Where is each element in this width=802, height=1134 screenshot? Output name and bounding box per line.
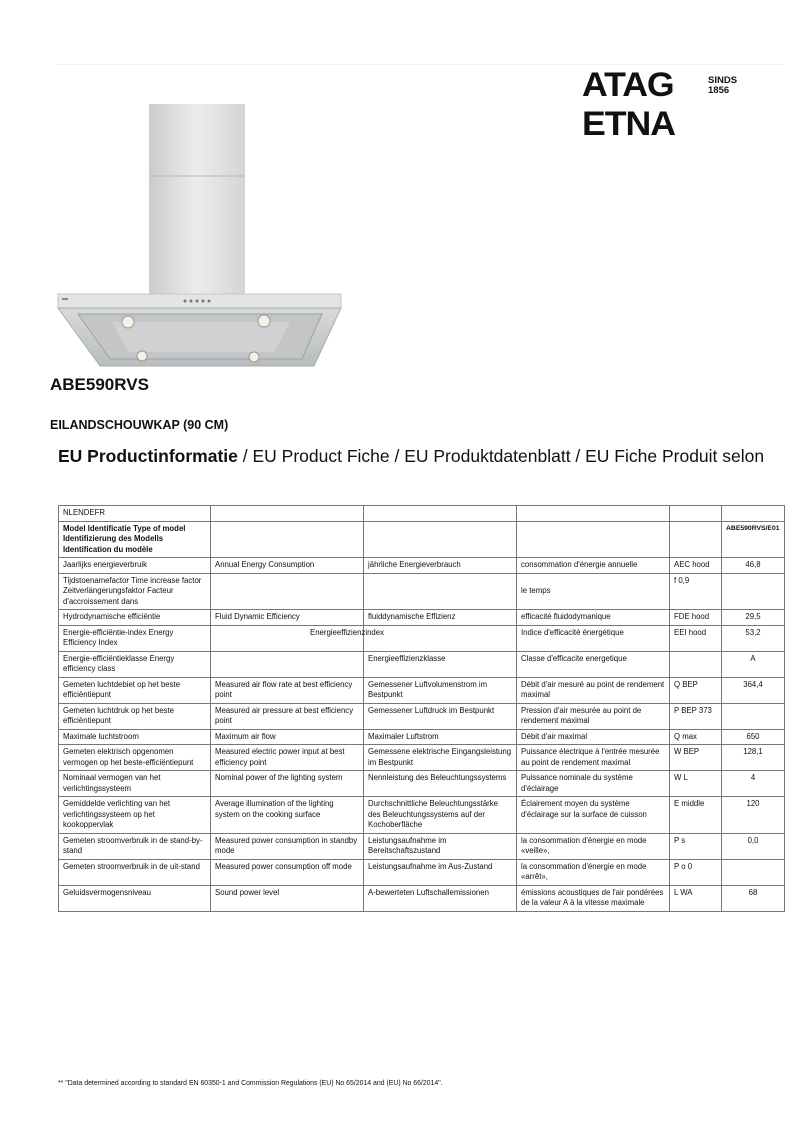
- brand-logo: [582, 66, 752, 143]
- table-cell-val: 4: [722, 771, 785, 797]
- table-cell-nl: Gemeten stroomverbruik in de stand-by- stand: [59, 833, 211, 859]
- table-cell-de: Leistungsaufnahme im Bereitschaftszustand: [364, 833, 517, 859]
- table-cell-en: Measured air flow rate at best efficiency point: [211, 677, 364, 703]
- table-cell-de: jährliche Energieverbrauch: [364, 558, 517, 574]
- eei-label: Energie-efficiëntie-index Energy Efficiency Index: [59, 625, 211, 651]
- table-cell-nl: Nominaal vermogen van het verlichtingssysteem: [59, 771, 211, 797]
- table-row: [59, 745, 785, 771]
- table-cell-sym: FDE hood: [670, 610, 722, 626]
- table-cell-fr: Éclairement moyen du système d'éclairage sur la surface de cuisson: [517, 797, 670, 834]
- table-row: [59, 729, 785, 745]
- table-cell-en: Measured power consumption off mode: [211, 859, 364, 885]
- table-cell-de: fluiddynamische Effizienz: [364, 610, 517, 626]
- brand-since: [708, 76, 737, 96]
- table-cell-nl: Jaarlijks energieverbruik: [59, 558, 211, 574]
- header-rule: [58, 64, 784, 65]
- brand-sinds-label: SINDS: [708, 75, 738, 86]
- table-cell-fr: efficacité fluidodymanique: [517, 610, 670, 626]
- table-cell-nl: Gemeten stroomverbruik in de uit-stand: [59, 859, 211, 885]
- table-cell-nl: Gemeten luchtdruk op het beste efficiëntiepunt: [59, 703, 211, 729]
- table-cell-en: Average illumination of the lighting system on the cooking surface: [211, 797, 364, 834]
- table-cell-de: Nennleistung des Beleuchtungssystems: [364, 771, 517, 797]
- table-header-row: [59, 506, 785, 522]
- brand-year: 1856: [708, 85, 730, 96]
- table-row: [59, 797, 785, 834]
- model-id-value: ABE590RVS/E01: [722, 521, 785, 558]
- table-cell-fr: la consommation d'énergie en mode «veille»,: [517, 833, 670, 859]
- table-cell-val: [722, 703, 785, 729]
- table-cell-fr: Puissance électrique à l'entrée mesurée au point de rendement maximal: [517, 745, 670, 771]
- table-cell-nl: Maximale luchtstroom: [59, 729, 211, 745]
- island-cooker-hood-image: [52, 100, 344, 370]
- table-row-eei: [59, 625, 785, 651]
- table-cell-de: Durchschnittliche Beleuchtungsstärke des Beleuchtungssystems auf der Kochoberfläche: [364, 797, 517, 834]
- table-cell-fr: Puissance nominale du système d'éclairage: [517, 771, 670, 797]
- table-cell-nl: Hydrodynamische efficiëntie: [59, 610, 211, 626]
- table-cell-nl: Gemeten luchtdebiet op het beste efficiëntiepunt: [59, 677, 211, 703]
- model-id-label: Model Identificatie Type of model Identifizierung des Modells Identification du modèle: [59, 521, 211, 558]
- table-cell-sym: P s: [670, 833, 722, 859]
- eei-value: 53,2: [722, 625, 785, 651]
- table-cell-fr: Pression d'air mesurée au point de rendement maximal: [517, 703, 670, 729]
- table-cell-sym: Q max: [670, 729, 722, 745]
- table-cell-de: Maximaler Luftstrom: [364, 729, 517, 745]
- table-cell-fr: émissions acoustiques de l'air pondérées de la valeur A à la vitesse maximale: [517, 885, 670, 911]
- table-cell-sym: E middle: [670, 797, 722, 834]
- footnote: ** "Data determined according to standard EN 60350-1 and Commission Regulations (EU) No 65/2014 and (EU) No 66/2014".: [58, 1078, 443, 1087]
- fiche-title: [58, 446, 764, 467]
- table-cell-fr: Débit d'air mesuré au point de rendement maximal: [517, 677, 670, 703]
- table-cell-sym: W BEP: [670, 745, 722, 771]
- table-cell-sym: W L: [670, 771, 722, 797]
- table-cell-val: 364,4: [722, 677, 785, 703]
- table-cell-de: Gemessener Luftdruck im Bestpunkt: [364, 703, 517, 729]
- table-cell-val: 0,0: [722, 833, 785, 859]
- fiche-title-nl: EU Productinformatie: [58, 446, 238, 466]
- table-cell-de: A-bewerteten Luftschallemissionen: [364, 885, 517, 911]
- product-model: ABE590RVS: [50, 375, 149, 394]
- model-id-row: [59, 521, 785, 558]
- table-row: [59, 558, 785, 574]
- table-row: [59, 610, 785, 626]
- table-row: [59, 771, 785, 797]
- eei-de: Energieeffizienzindex: [364, 625, 517, 651]
- table-cell-fr: la consommation d'énergie en mode «arrêt»,: [517, 859, 670, 885]
- table-row: [59, 703, 785, 729]
- table-row: [59, 677, 785, 703]
- table-cell-val: 128,1: [722, 745, 785, 771]
- table-cell-nl: Gemiddelde verlichting van het verlichtingssysteem op het kookoppervlak: [59, 797, 211, 834]
- table-cell-en: Nominal power of the lighting system: [211, 771, 364, 797]
- table-row: [59, 651, 785, 677]
- table-cell-val: 68: [722, 885, 785, 911]
- table-cell-en: Sound power level: [211, 885, 364, 911]
- table-cell-sym: P o 0: [670, 859, 722, 885]
- table-row: [59, 833, 785, 859]
- table-cell-val: A: [722, 651, 785, 677]
- table-cell-nl: Energie-efficiëntieklasse Energy efficiency class: [59, 651, 211, 677]
- table-cell-en: Maximum air flow: [211, 729, 364, 745]
- table-cell-sym: [670, 651, 722, 677]
- table-cell-en: [211, 651, 364, 677]
- table-cell-de: Gemessener Luftvolumenstrom im Bestpunkt: [364, 677, 517, 703]
- table-cell-val: 650: [722, 729, 785, 745]
- table-cell-fr: Classe d'efficacite energetique: [517, 651, 670, 677]
- table-cell-val: 29,5: [722, 610, 785, 626]
- table-cell-en: Fluid Dynamic Efficiency: [211, 610, 364, 626]
- table-cell-val: 120: [722, 797, 785, 834]
- table-cell-en: Measured air pressure at best efficiency point: [211, 703, 364, 729]
- table-cell-de: Leistungsaufnahme im Aus-Zustand: [364, 859, 517, 885]
- table-cell-sym: AEC hood: [670, 558, 722, 574]
- product-fiche-table: [58, 505, 785, 912]
- table-cell-fr: Débit d'air maximal: [517, 729, 670, 745]
- table-cell-sym: Q BEP: [670, 677, 722, 703]
- table-row: [59, 859, 785, 885]
- table-cell-fr: consommation d'énergie annuelle: [517, 558, 670, 574]
- table-cell-de: Energieeffizienzklasse: [364, 651, 517, 677]
- table-cell-en: Annual Energy Consumption: [211, 558, 364, 574]
- table-cell-en: Measured power consumption in standby mode: [211, 833, 364, 859]
- time-factor-label: Tijdstoenamefactor Time increase factor Zeitverlängerungsfaktor Facteur d'accroissement dans: [59, 573, 211, 610]
- brand-wordmark: ATAG ETNA: [582, 66, 675, 143]
- product-type: EILANDSCHOUWKAP (90 CM): [50, 418, 229, 432]
- fiche-title-rest: / EU Product Fiche / EU Produktdatenblatt / EU Fiche Produit selon: [237, 446, 765, 466]
- eei-fr: Indice d'efficacité énergétique: [517, 625, 670, 651]
- eei-symbol: EEI hood: [670, 625, 722, 651]
- table-cell-en: Measured electric power input at best efficiency point: [211, 745, 364, 771]
- table-cell-sym: P BEP 373: [670, 703, 722, 729]
- table-cell-nl: Gemeten elektrisch opgenomen vermogen op het beste-efficiëntiepunt: [59, 745, 211, 771]
- table-cell-val: [722, 859, 785, 885]
- table-row: [59, 885, 785, 911]
- table-cell-de: Gemessene elektrische Eingangsleistung im Bestpunkt: [364, 745, 517, 771]
- time-factor-fr: le temps: [517, 573, 670, 610]
- table-row-time-factor: [59, 573, 785, 610]
- time-factor-symbol: f 0,9: [670, 573, 722, 610]
- table-cell-val: 46,8: [722, 558, 785, 574]
- table-cell-sym: L WA: [670, 885, 722, 911]
- table-cell-nl: Geluidsvermogensniveau: [59, 885, 211, 911]
- header-langs: NLENDEFR: [59, 506, 211, 522]
